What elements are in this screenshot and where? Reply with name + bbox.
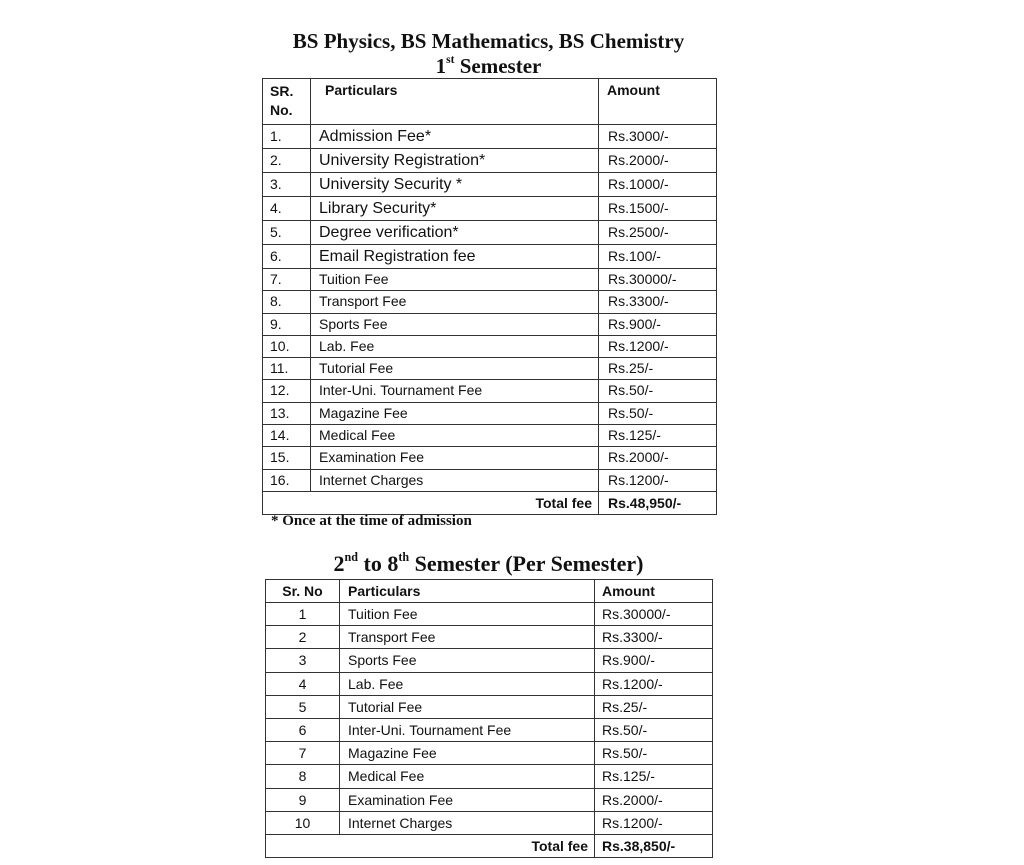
- amount-cell: Rs.125/-: [599, 425, 717, 447]
- table-row: [266, 788, 713, 811]
- table-row: [263, 125, 717, 149]
- admission-footnote: * Once at the time of admission: [271, 513, 472, 529]
- table-row: [266, 742, 713, 765]
- particulars-header: Particulars: [311, 79, 599, 125]
- amount-cell: Rs.1200/-: [595, 672, 713, 695]
- particular-cell: Internet Charges: [340, 811, 595, 834]
- table-row: [266, 649, 713, 672]
- sr-cell: 10.: [263, 335, 311, 357]
- particulars-header: Particulars: [340, 580, 595, 603]
- amount-cell: Rs.900/-: [595, 649, 713, 672]
- amount-cell: Rs.2000/-: [599, 447, 717, 469]
- total-label: Total fee: [266, 834, 595, 857]
- sr-no-header: Sr. No: [266, 580, 340, 603]
- table-header-row: [263, 79, 717, 125]
- sr-cell: 10: [266, 811, 340, 834]
- amount-cell: Rs.3300/-: [599, 291, 717, 313]
- table-row: [263, 245, 717, 269]
- table-row: [263, 447, 717, 469]
- sr-cell: 15.: [263, 447, 311, 469]
- amount-cell: Rs.30000/-: [595, 603, 713, 626]
- table-row: [263, 335, 717, 357]
- particular-cell: Tutorial Fee: [340, 695, 595, 718]
- amount-header: Amount: [599, 79, 717, 125]
- sr-cell: 3: [266, 649, 340, 672]
- sr-cell: 7: [266, 742, 340, 765]
- table-row: [263, 197, 717, 221]
- table-row: [266, 672, 713, 695]
- table-row: [263, 469, 717, 491]
- particular-cell: Lab. Fee: [311, 335, 599, 357]
- total-amount: Rs.38,850/-: [595, 834, 713, 857]
- table-row: [266, 603, 713, 626]
- table-row: [266, 718, 713, 741]
- particular-cell: University Registration*: [311, 149, 599, 173]
- particular-cell: Inter-Uni. Tournament Fee: [311, 380, 599, 402]
- sr-cell: 8.: [263, 291, 311, 313]
- amount-cell: Rs.1200/-: [599, 335, 717, 357]
- sr-cell: 9.: [263, 313, 311, 335]
- particular-cell: Magazine Fee: [311, 402, 599, 424]
- particular-cell: Examination Fee: [340, 788, 595, 811]
- table-row: [263, 149, 717, 173]
- program-title: BS Physics, BS Mathematics, BS Chemistry: [292, 29, 685, 53]
- sr-cell: 3.: [263, 173, 311, 197]
- amount-cell: Rs.1200/-: [599, 469, 717, 491]
- sr-cell: 13.: [263, 402, 311, 424]
- table-row: [263, 173, 717, 197]
- amount-cell: Rs.30000/-: [599, 269, 717, 291]
- particular-cell: Tutorial Fee: [311, 358, 599, 380]
- table-row: [263, 425, 717, 447]
- particular-cell: Inter-Uni. Tournament Fee: [340, 718, 595, 741]
- particular-cell: Transport Fee: [311, 291, 599, 313]
- sr-cell: 11.: [263, 358, 311, 380]
- amount-cell: Rs.1000/-: [599, 173, 717, 197]
- sr-cell: 9: [266, 788, 340, 811]
- particular-cell: Tuition Fee: [340, 603, 595, 626]
- table-row: [263, 402, 717, 424]
- particular-cell: Library Security*: [311, 197, 599, 221]
- amount-cell: Rs.100/-: [599, 245, 717, 269]
- particular-cell: Medical Fee: [340, 765, 595, 788]
- amount-cell: Rs.2000/-: [595, 788, 713, 811]
- sr-no-header: SR. No.: [263, 79, 311, 125]
- table-row: [266, 765, 713, 788]
- first-semester-fee-table: [262, 78, 717, 515]
- particular-cell: Internet Charges: [311, 469, 599, 491]
- table-row: [263, 269, 717, 291]
- table-row: [266, 695, 713, 718]
- amount-cell: Rs.1200/-: [595, 811, 713, 834]
- sr-cell: 2.: [263, 149, 311, 173]
- sr-cell: 4: [266, 672, 340, 695]
- amount-cell: Rs.900/-: [599, 313, 717, 335]
- table-row: [263, 291, 717, 313]
- table-row: [263, 313, 717, 335]
- amount-cell: Rs.3000/-: [599, 125, 717, 149]
- sr-cell: 8: [266, 765, 340, 788]
- particular-cell: Admission Fee*: [311, 125, 599, 149]
- sr-cell: 4.: [263, 197, 311, 221]
- amount-cell: Rs.50/-: [595, 742, 713, 765]
- amount-cell: Rs.50/-: [599, 402, 717, 424]
- total-amount: Rs.48,950/-: [599, 491, 717, 514]
- particular-cell: Sports Fee: [311, 313, 599, 335]
- table-row: [263, 380, 717, 402]
- later-semesters-fee-table: [265, 579, 713, 858]
- amount-cell: Rs.25/-: [595, 695, 713, 718]
- later-semesters-heading: 2nd to 8th Semester (Per Semester): [333, 549, 644, 576]
- particular-cell: Lab. Fee: [340, 672, 595, 695]
- amount-cell: Rs.2500/-: [599, 221, 717, 245]
- particular-cell: University Security *: [311, 173, 599, 197]
- particular-cell: Medical Fee: [311, 425, 599, 447]
- particular-cell: Tuition Fee: [311, 269, 599, 291]
- table-row: [266, 811, 713, 834]
- amount-cell: Rs.25/-: [599, 358, 717, 380]
- sr-cell: 7.: [263, 269, 311, 291]
- amount-header: Amount: [595, 580, 713, 603]
- particular-cell: Sports Fee: [340, 649, 595, 672]
- particular-cell: Transport Fee: [340, 626, 595, 649]
- particular-cell: Examination Fee: [311, 447, 599, 469]
- sr-cell: 16.: [263, 469, 311, 491]
- particular-cell: Degree verification*: [311, 221, 599, 245]
- amount-cell: Rs.50/-: [595, 718, 713, 741]
- amount-cell: Rs.3300/-: [595, 626, 713, 649]
- sr-cell: 6: [266, 718, 340, 741]
- first-semester-heading: 1st Semester: [435, 54, 542, 78]
- sr-cell: 1.: [263, 125, 311, 149]
- amount-cell: Rs.50/-: [599, 380, 717, 402]
- sr-cell: 6.: [263, 245, 311, 269]
- table-header-row: [266, 580, 713, 603]
- sr-cell: 2: [266, 626, 340, 649]
- amount-cell: Rs.1500/-: [599, 197, 717, 221]
- total-row: [266, 834, 713, 857]
- particular-cell: Email Registration fee: [311, 245, 599, 269]
- amount-cell: Rs.2000/-: [599, 149, 717, 173]
- table-row: [263, 358, 717, 380]
- table-row: [266, 626, 713, 649]
- sr-cell: 5: [266, 695, 340, 718]
- total-label: Total fee: [263, 491, 599, 514]
- total-row: [263, 491, 717, 514]
- sr-cell: 14.: [263, 425, 311, 447]
- amount-cell: Rs.125/-: [595, 765, 713, 788]
- particular-cell: Magazine Fee: [340, 742, 595, 765]
- sr-cell: 1: [266, 603, 340, 626]
- sr-cell: 5.: [263, 221, 311, 245]
- sr-cell: 12.: [263, 380, 311, 402]
- table-row: [263, 221, 717, 245]
